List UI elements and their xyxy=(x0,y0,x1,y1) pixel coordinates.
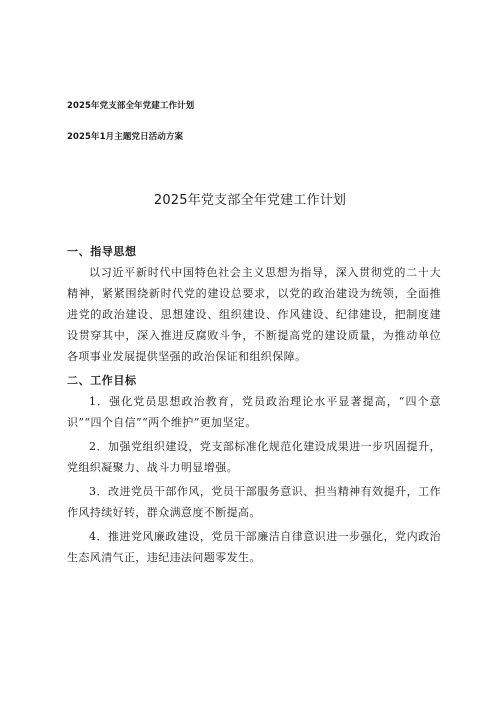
document-body xyxy=(67,241,441,568)
goal-item-2: 2．加强党组织建设，党支部标准化规范化建设成果进一步巩固提升，党组织凝聚力、战斗力明显增强。 xyxy=(67,440,441,474)
section-heading-guiding-ideology: 一、指导思想 xyxy=(67,245,137,258)
document-title: 2025年党支部全年党建工作计划 xyxy=(153,193,347,208)
work-goals-list xyxy=(67,391,441,568)
goal-item-1: 1．强化党员思想政治教育，党员政治理论水平显著提高，“四个意识”“四个自信”“两个维护”更加坚定。 xyxy=(67,395,441,429)
toc-list xyxy=(67,100,194,143)
toc-item-annual-plan[interactable]: 2025年党支部全年党建工作计划 xyxy=(67,101,195,111)
section-heading-work-goals: 二、工作目标 xyxy=(67,374,137,387)
toc-item-january-activity[interactable]: 2025年1月主题党日活动方案 xyxy=(67,132,184,142)
goal-item-4: 4．推进党风廉政建设，党员干部廉洁自律意识进一步强化，党内政治生态风清气正，违纪违法问题零发生。 xyxy=(67,530,441,564)
paragraph-guiding-ideology: 以习近平新时代中国特色社会主义思想为指导，深入贯彻党的二十大精神，紧紧围绕新时代党的建设总要求，以党的政治建设为统领，全面推进党的政治建设、思想建设、组织建设、作风建设、纪律建设，把制度建设贯穿其中，深入推进反腐败斗争，不断提高党的建设质量，为推动单位各项事业发展提供坚强的政治保证和组织保障。 xyxy=(67,266,441,363)
goal-item-3: 3．改进党员干部作风，党员干部服务意识、担当精神有效提升，工作作风持续好转，群众满意度不断提高。 xyxy=(67,485,441,519)
